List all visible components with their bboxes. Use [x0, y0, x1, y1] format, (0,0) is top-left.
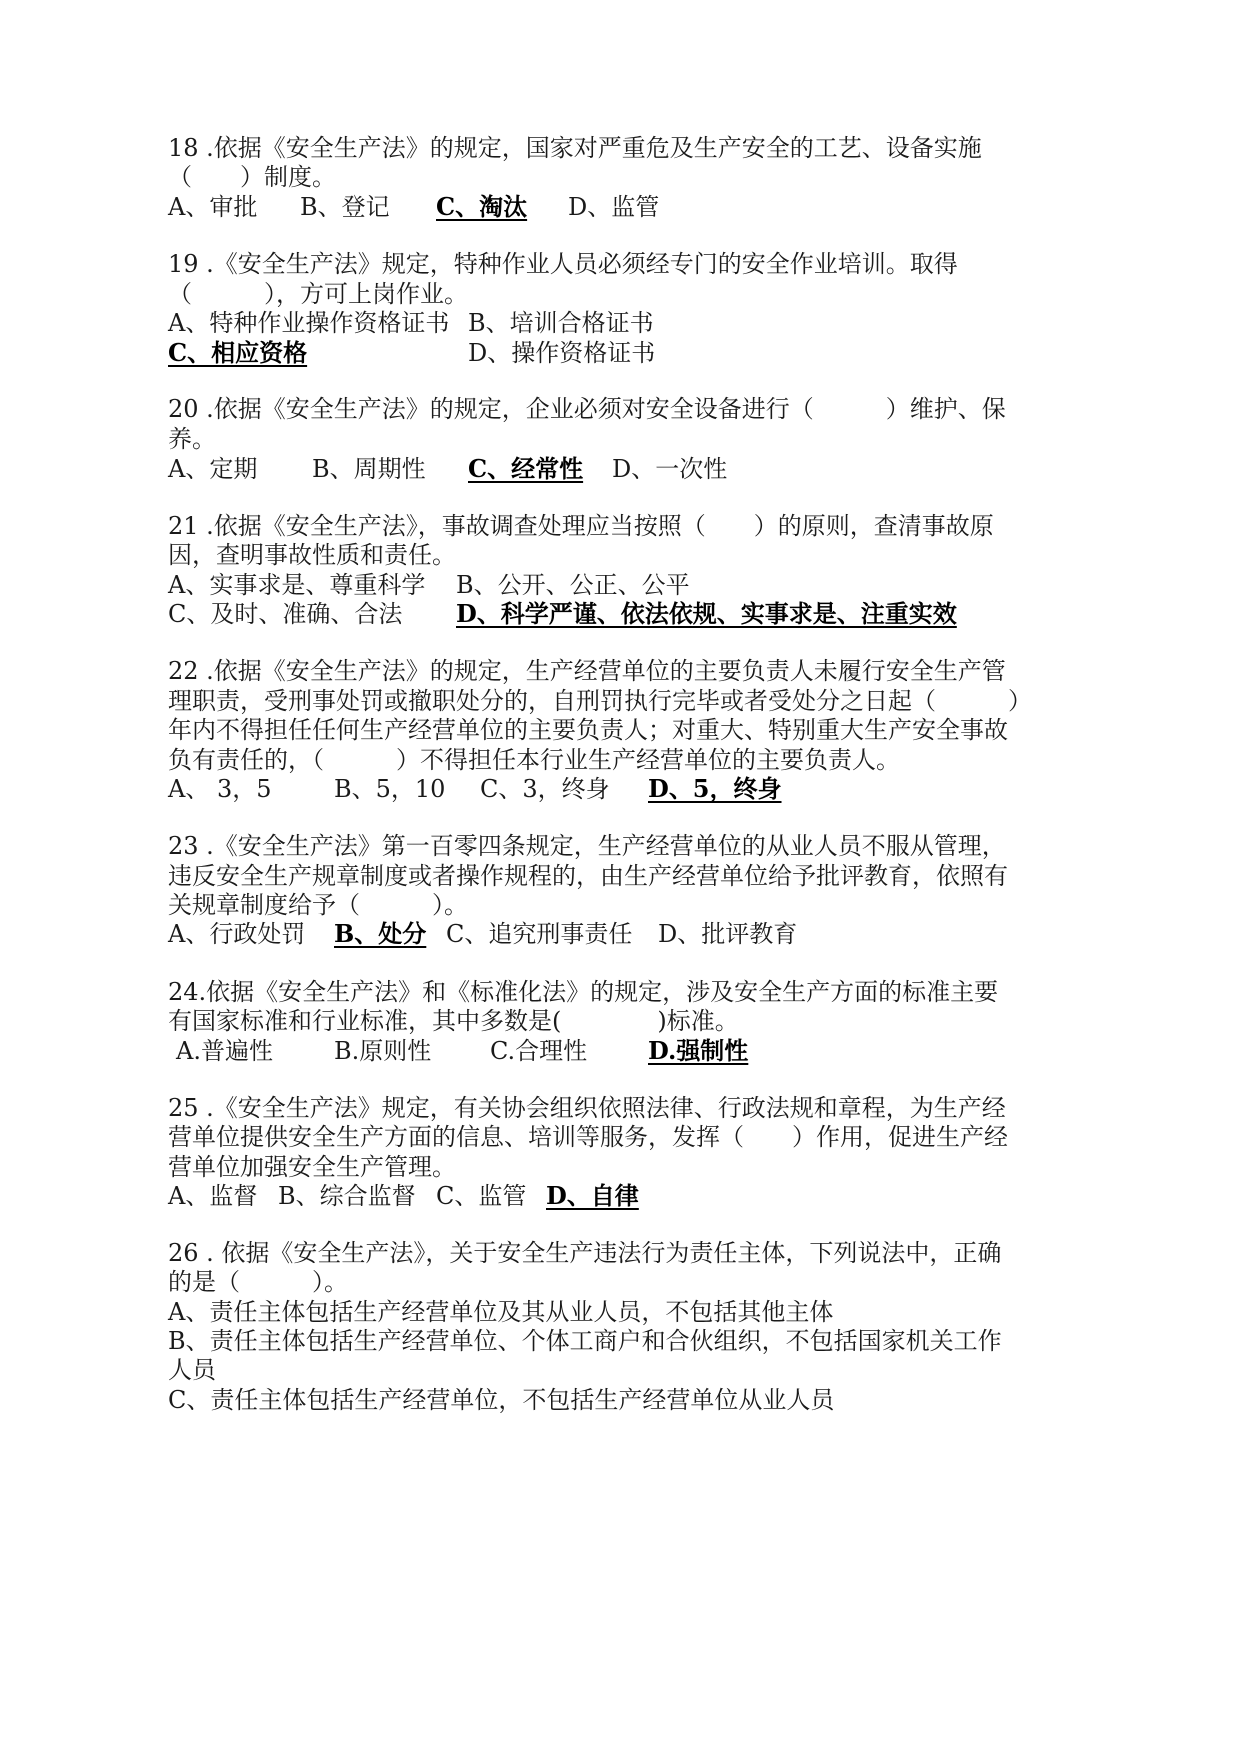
question-text-line: 违反安全生产规章制度或者操作规程的，由生产经营单位给予批评教育，依照有	[168, 862, 1008, 890]
option-c: C、3，终身	[480, 775, 610, 803]
question-text-line: 养。	[168, 425, 216, 453]
question-text-line: 18 .依据《安全生产法》的规定，国家对严重危及生产安全的工艺、设备实施	[168, 134, 982, 162]
option-b: B、培训合格证书	[468, 309, 654, 337]
option-a: A、 3，5	[168, 775, 272, 803]
option-b: B.原则性	[334, 1037, 432, 1065]
option-c: C.合理性	[490, 1037, 588, 1065]
question-text-line: 23 .《安全生产法》第一百零四条规定，生产经营单位的从业人员不服从管理，	[168, 832, 1006, 860]
question-text-line: 22 .依据《安全生产法》的规定，生产经营单位的主要负责人未履行安全生产管	[168, 657, 1006, 685]
option-b: B、登记	[300, 193, 390, 221]
option-b: B、周期性	[312, 455, 426, 483]
option-b: B、综合监督	[278, 1182, 416, 1210]
option-c: C、监管	[436, 1182, 527, 1210]
question-text-line: 理职责，受刑事处罚或撤职处分的，自刑罚执行完毕或者受处分之日起（ ）	[168, 687, 1032, 715]
question-text-line: 25 .《安全生产法》规定，有关协会组织依照法律、行政法规和章程，为生产经	[168, 1094, 1006, 1122]
question-text-line: 负有责任的，（ ）不得担任本行业生产经营单位的主要负责人。	[168, 746, 900, 774]
option-a: A、定期	[168, 455, 258, 483]
option-a: A.普遍性	[176, 1037, 273, 1065]
question-text-line: （ ），方可上岗作业。	[168, 280, 468, 308]
option-c: C、责任主体包括生产经营单位，不包括生产经营单位从业人员	[168, 1386, 835, 1414]
question-text-line: （ ）制度。	[168, 163, 336, 191]
question-text-line: 营单位提供安全生产方面的信息、培训等服务，发挥（ ）作用，促进生产经	[168, 1123, 1008, 1151]
option-c-answer: C、相应资格	[168, 338, 308, 367]
option-c: C、及时、准确、合法	[168, 600, 403, 628]
option-d-answer: D、科学严谨、依法依规、实事求是、注重实效	[456, 599, 957, 628]
option-a: A、责任主体包括生产经营单位及其从业人员，不包括其他主体	[168, 1298, 834, 1326]
option-b-answer: B、处分	[334, 919, 427, 948]
option-a: A、审批	[168, 193, 258, 221]
option-a: A、特种作业操作资格证书	[168, 309, 450, 337]
option-d: D、一次性	[612, 455, 728, 483]
question-text-line: 19 .《安全生产法》规定，特种作业人员必须经专门的安全作业培训。取得	[168, 250, 958, 278]
option-d: D、监管	[568, 193, 660, 221]
option-b: B、5，10	[334, 775, 446, 803]
question-text-line: 24.依据《安全生产法》和《标准化法》的规定，涉及安全生产方面的标准主要	[168, 978, 999, 1006]
option-d-answer: D、自律	[546, 1181, 639, 1210]
question-text-line: 因，查明事故性质和责任。	[168, 541, 456, 569]
option-d-answer: D、5，终身	[648, 774, 782, 803]
option-a: A、监督	[168, 1182, 258, 1210]
option-a: A、行政处罚	[168, 920, 306, 948]
option-a: A、实事求是、尊重科学	[168, 571, 426, 599]
option-b: B、公开、公正、公平	[456, 571, 690, 599]
option-b: B、责任主体包括生产经营单位、个体工商户和合伙组织，不包括国家机关工作	[168, 1327, 1002, 1355]
question-text-line: 有国家标准和行业标准，其中多数是( )标准。	[168, 1007, 739, 1035]
option-d: D、批评教育	[658, 920, 798, 948]
option-c: C、追究刑事责任	[446, 920, 633, 948]
option-d-answer: D.强制性	[648, 1036, 749, 1065]
option-b-continued: 人员	[168, 1356, 216, 1384]
question-text-line: 营单位加强安全生产管理。	[168, 1153, 456, 1181]
question-text-line: 26 . 依据《安全生产法》，关于安全生产违法行为责任主体，下列说法中，正确	[168, 1239, 1002, 1267]
question-text-line: 年内不得担任任何生产经营单位的主要负责人；对重大、特别重大生产安全事故	[168, 716, 1008, 744]
option-c-answer: C、淘汰	[436, 192, 528, 221]
option-d: D、操作资格证书	[468, 339, 656, 367]
question-text-line: 的是（ ）。	[168, 1268, 348, 1296]
question-text-line: 20 .依据《安全生产法》的规定，企业必须对安全设备进行（ ）维护、保	[168, 395, 1006, 423]
question-text-line: 21 .依据《安全生产法》，事故调查处理应当按照（ ）的原则，查清事故原	[168, 512, 994, 540]
option-c-answer: C、经常性	[468, 454, 584, 483]
question-text-line: 关规章制度给予（ ）。	[168, 891, 468, 919]
